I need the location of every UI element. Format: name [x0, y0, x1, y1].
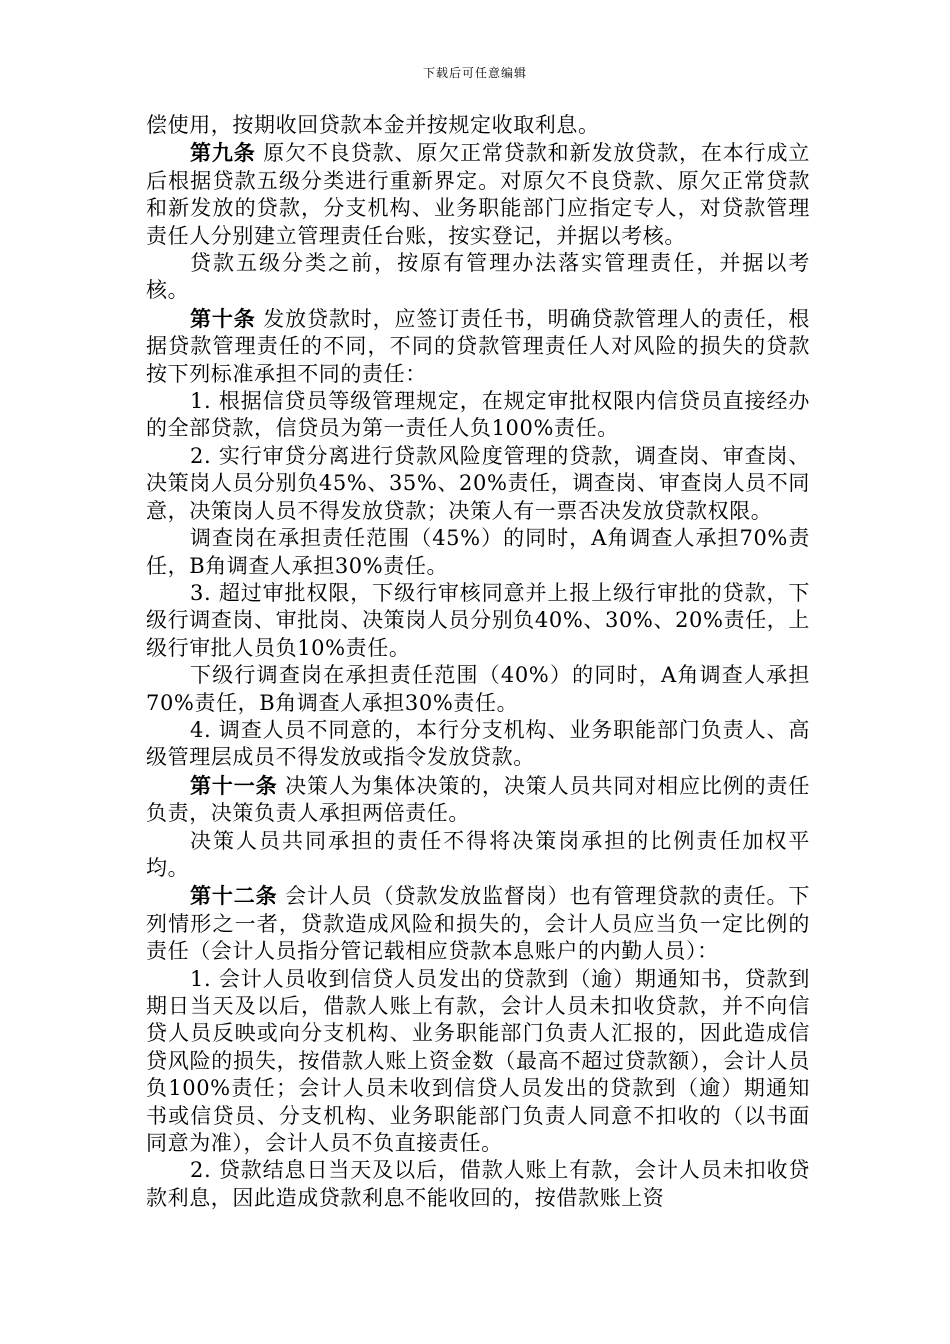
article-heading: 第十一条	[190, 772, 278, 798]
paragraph-text: 偿使用，按期收回贷款本金并按规定收取利息。	[146, 113, 600, 137]
paragraph-text: 决策人员共同承担的责任不得将决策岗承担的比例责任加权平均。	[146, 828, 810, 880]
paragraph-text: 原欠不良贷款、原欠正常贷款和新发放贷款，在本行成立后根据贷款五级分类进行重新界定。对原欠不良贷款、原欠正常贷款和新发放的贷款，分支机构、业务职能部门应指定专人，对贷款管理责任人分别建立管理责任台账，按实登记，并据以考核。	[146, 141, 810, 248]
article-heading: 第九条	[190, 140, 256, 166]
paragraph-12	[146, 828, 810, 883]
paragraph-text: 3. 超过审批权限，下级行审核同意并上报上级行审批的贷款，下级行调查岗、审批岗、决策岗人员分别负40%、30%、20%责任，上级行审批人员负10%责任。	[146, 580, 810, 660]
list-item-3	[146, 580, 810, 662]
paragraph-text: 决策人为集体决策的，决策人员共同对相应比例的责任负责，决策负责人承担两倍责任。	[146, 773, 810, 826]
paragraph-text: 调查岗在承担责任范围（45%）的同时，A角调查人承担70%责任，B角调查人承担30%责任。	[146, 526, 810, 578]
list-item-2	[146, 443, 810, 525]
list-item-1	[146, 388, 810, 443]
paragraph-text: 下级行调查岗在承担责任范围（40%）的同时，A角调查人承担70%责任，B角调查人承担30%责任。	[146, 663, 810, 715]
paragraph-text: 4. 调查人员不同意的，本行分支机构、业务职能部门负责人、高级管理层成员不得发放或指令发放贷款。	[146, 717, 810, 770]
paragraph-7	[146, 525, 810, 580]
paragraph-text: 贷款五级分类之前，按原有管理办法落实管理责任，并据以考核。	[146, 251, 810, 303]
paragraph-1	[146, 112, 810, 139]
paragraph-text: 1. 根据信贷员等级管理规定，在规定审批权限内信贷员直接经办的全部贷款，信贷员为第一责任人负100%责任。	[146, 389, 810, 441]
article-heading: 第十条	[190, 305, 256, 331]
paragraph-text: 2. 实行审贷分离进行贷款风险度管理的贷款，调查岗、审查岗、决策岗人员分别负45%、35%、20%责任，调查岗、审查岗人员不同意，决策岗人员不得发放贷款；决策人有一票否决发放贷款权限。	[146, 443, 810, 523]
page-header: 下载后可任意编辑	[422, 66, 527, 80]
paragraph-3	[146, 250, 810, 305]
list-item-6	[146, 1157, 810, 1212]
list-item-5	[146, 966, 810, 1158]
paragraph-article-9	[146, 139, 810, 250]
article-heading: 第十二条	[190, 883, 278, 909]
paragraph-text: 2. 贷款结息日当天及以后，借款人账上有款，会计人员未扣收贷款利息，因此造成贷款利息不能收回的，按借款账上资	[146, 1158, 810, 1210]
paragraph-text: 会计人员（贷款发放监督岗）也有管理贷款的责任。下列情形之一者，贷款造成风险和损失的，会计人员应当负一定比例的责任（会计人员指分管记载相应贷款本息账户的内勤人员）：	[146, 884, 810, 964]
paragraph-article-12	[146, 882, 810, 965]
paragraph-9	[146, 662, 810, 717]
paragraph-text: 1. 会计人员收到信贷人员发出的贷款到（逾）期通知书，贷款到期日当天及以后，借款人账上有款，会计人员未扣收贷款，并不向信贷人员反映或向分支机构、业务职能部门负责人汇报的，因此造成信贷风险的损失，按借款人账上资金数（最高不超过贷款额），会计人员负100%责任；会计人员未收到信贷人员发出的贷款到（逾）期通知书或信贷员、分支机构、业务职能部门负责人同意不扣收的（以书面同意为准），会计人员不负直接责任。	[146, 966, 810, 1156]
paragraph-article-10	[146, 305, 810, 388]
paragraph-text: 发放贷款时，应签订责任书，明确贷款管理人的责任，根据贷款管理责任的不同，不同的贷款管理责任人对风险的损失的贷款按下列标准承担不同的责任：	[146, 306, 810, 386]
paragraph-article-11	[146, 772, 810, 828]
list-item-4	[146, 717, 810, 772]
document-body	[146, 112, 810, 1212]
